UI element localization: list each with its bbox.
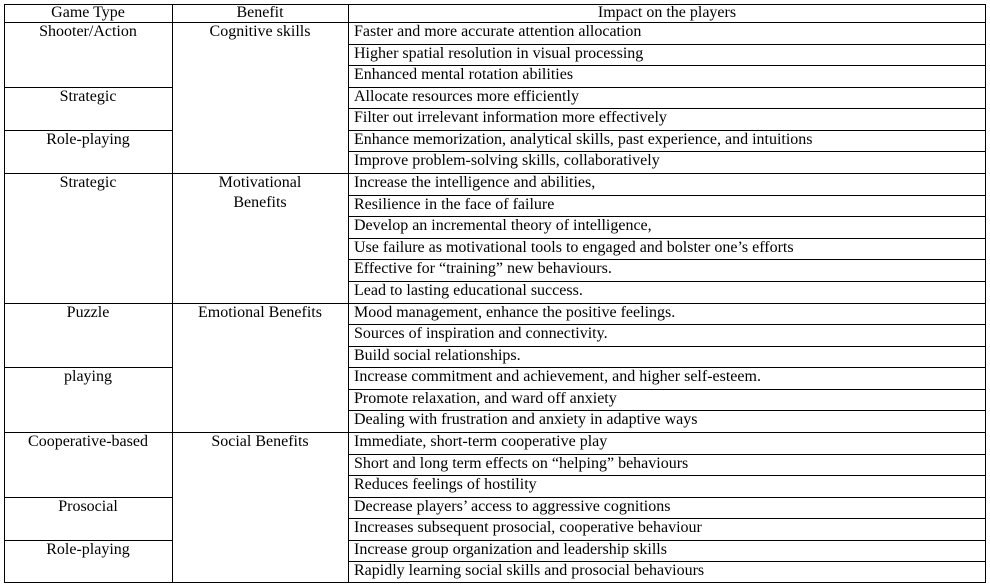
impact-cell: Promote relaxation, and ward off anxiety [354, 390, 617, 407]
benefit-cell: Emotional Benefits [198, 304, 322, 321]
column-divider [172, 4, 173, 583]
impact-cell: Lead to lasting educational success. [354, 282, 583, 299]
impact-cell: Build social relationships. [354, 347, 521, 364]
game-type-cell: Strategic [59, 88, 117, 105]
impact-cell: Improve problem-solving skills, collaboratively [354, 152, 660, 169]
impact-cell: Allocate resources more efficiently [354, 88, 579, 105]
impact-cell: Reduces feelings of hostility [354, 476, 537, 493]
impact-cell: Short and long term effects on “helping” behaviours [354, 455, 689, 472]
impact-cell: Use failure as motivational tools to engaged and bolster one’s efforts [354, 239, 794, 256]
impact-cell: Rapidly learning social skills and prosocial behaviours [354, 562, 705, 579]
impact-cell: Increase group organization and leadership skills [354, 541, 667, 558]
game-type-cell: Shooter/Action [39, 23, 137, 40]
header-benefit: Benefit [236, 4, 284, 21]
impact-cell: Decrease players’ access to aggressive cognitions [354, 498, 671, 515]
benefits-table [4, 4, 986, 583]
impact-cell: Sources of inspiration and connectivity. [354, 325, 608, 342]
impact-cell: Enhance memorization, analytical skills, past experience, and intuitions [354, 131, 813, 148]
game-type-cell: Prosocial [58, 498, 118, 515]
game-type-cell: playing [64, 368, 112, 385]
benefit-cell: Motivational Benefits [218, 174, 302, 211]
impact-cell: Resilience in the face of failure [354, 196, 555, 213]
impact-cell: Immediate, short-term cooperative play [354, 433, 608, 450]
header-impact: Impact on the players [597, 4, 737, 21]
game-type-cell: Role-playing [46, 131, 130, 148]
impact-cell: Filter out irrelevant information more effectively [354, 109, 667, 126]
game-type-cell: Strategic [59, 174, 117, 191]
impact-cell: Effective for “training” new behaviours. [354, 260, 612, 277]
impact-cell: Mood management, enhance the positive feelings. [354, 304, 676, 321]
impact-cell: Enhanced mental rotation abilities [354, 66, 574, 83]
game-type-cell: Cooperative-based [28, 433, 148, 450]
impact-cell: Higher spatial resolution in visual processing [354, 45, 644, 62]
impact-cell: Dealing with frustration and anxiety in adaptive ways [354, 411, 698, 428]
impact-cell: Increase the intelligence and abilities, [354, 174, 596, 191]
impact-cell: Develop an incremental theory of intelligence, [354, 217, 652, 234]
benefit-cell: Social Benefits [211, 433, 309, 450]
game-type-cell: Puzzle [66, 304, 110, 321]
game-type-cell: Role-playing [46, 541, 130, 558]
impact-cell: Faster and more accurate attention allocation [354, 23, 642, 40]
impact-cell: Increase commitment and achievement, and higher self-esteem. [354, 368, 761, 385]
header-game-type: Game Type [51, 4, 125, 21]
benefit-cell: Cognitive skills [209, 23, 311, 40]
impact-cell: Increases subsequent prosocial, cooperative behaviour [354, 519, 702, 536]
